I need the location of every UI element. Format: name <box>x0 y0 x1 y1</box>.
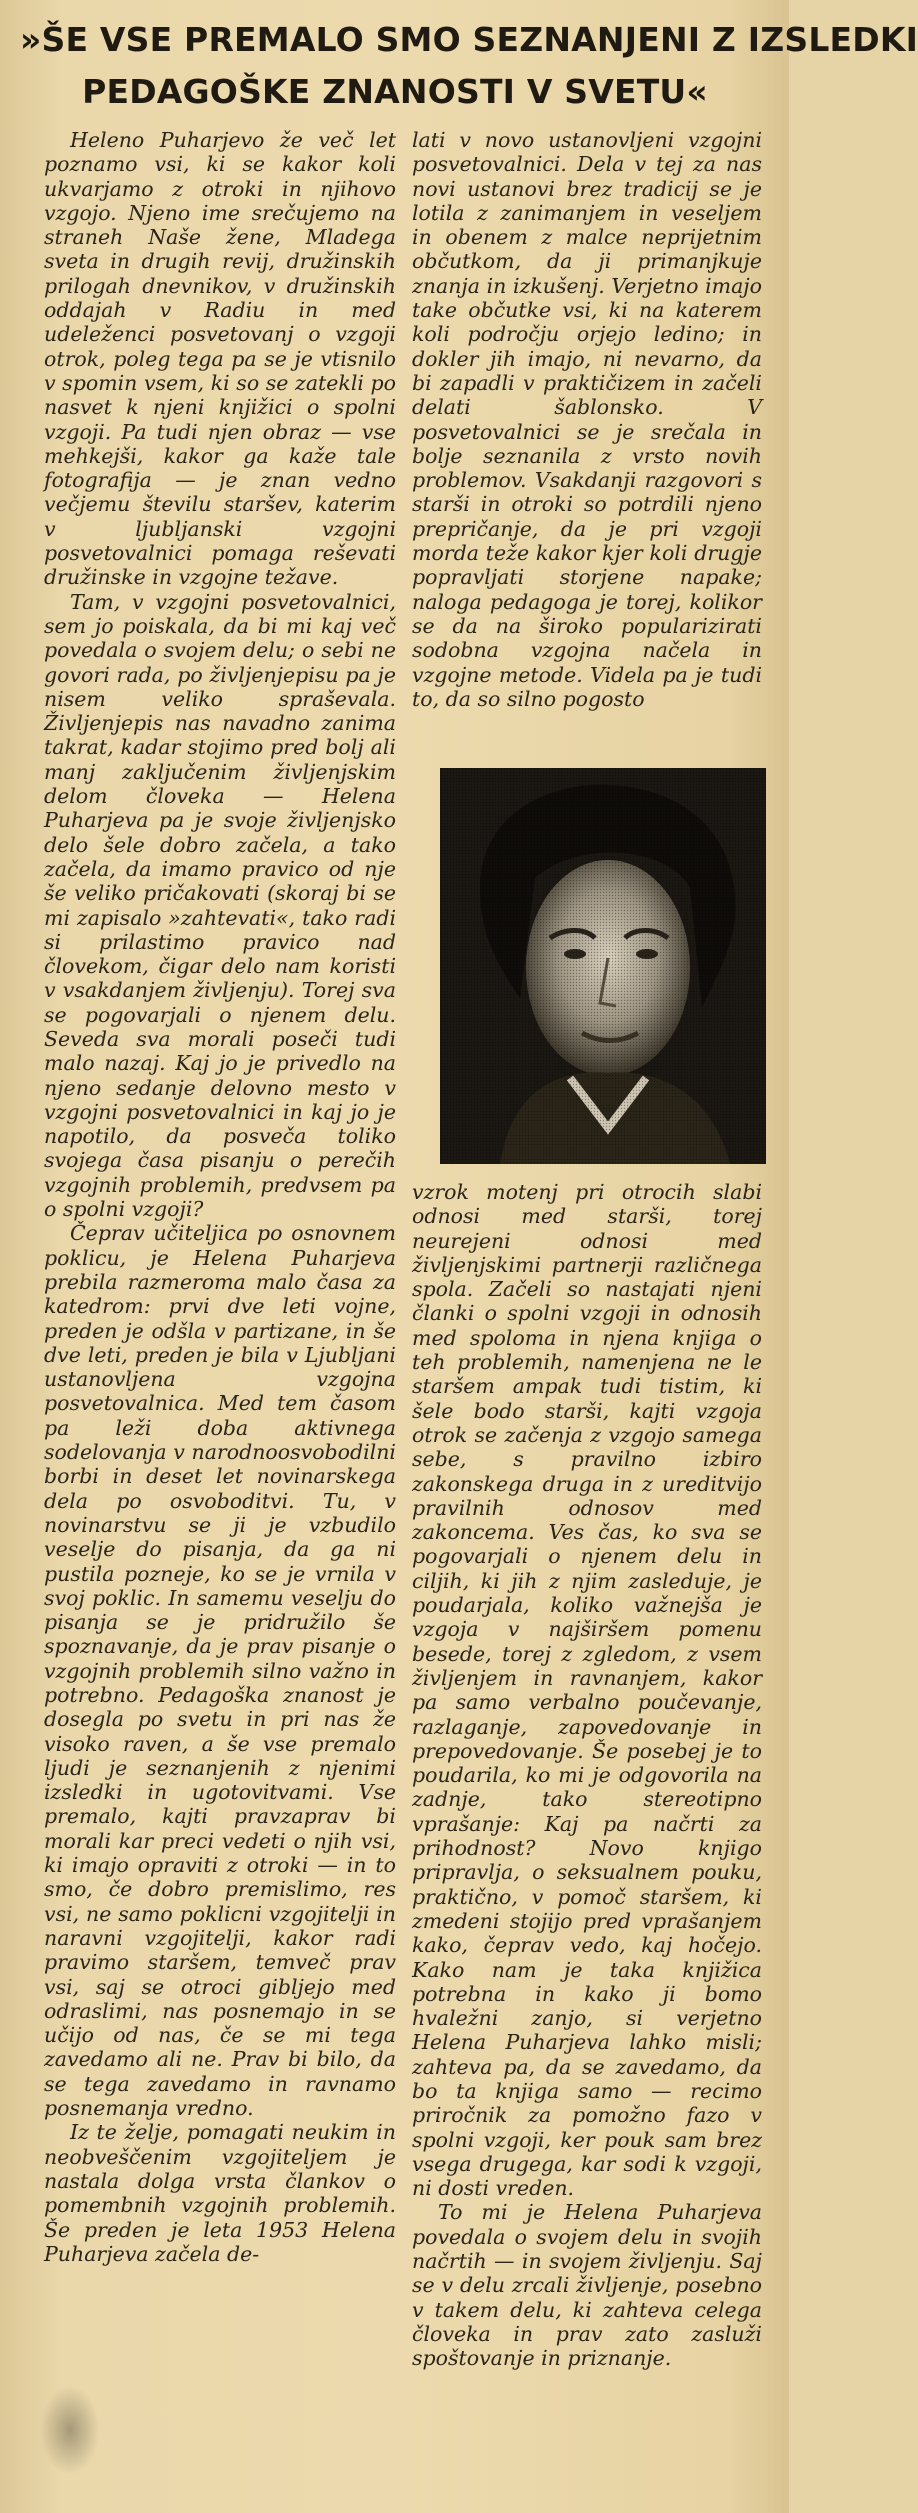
paragraph: vzrok motenj pri otrocih slabi odnosi med starši, torej neurejeni odnosi med življenjskimi partnerji različnega spola. Začeli so nastajati njeni članki o spolni vzgoji in odnosih med spoloma in njena knjiga o teh problemih, namenjena ne le staršem ampak tudi tistim, ki šele bodo starši, kajti vzgoja otrok se začenja z vzgojo samega sebe, s pravilno izbiro zakonskega druga in z ureditvijo pravilnih odnosov med zakoncema. Ves čas, ko sva se pogovarjali o njenem delu in ciljih, ki jih z njim zasleduje, je poudarjala, koliko važnejša je vzgoja v najširšem pomenu besede, torej z zgledom, z vsem življenjem in ravnanjem, kakor pa samo verbalno poučevanje, razlaganje, zapovedovanje in prepovedovanje. Še posebej je to poudarila, ko mi je odgovorila na zadnje, tako stereotipno vprašanje: Kaj pa načrti za prihodnost? Novo knjigo pripravlja, o seksualnem pouku, praktično, v pomoč staršem, ki zmedeni stojijo pred vprašanjem kako, čeprav vedo, kaj hočejo. Kako nam je taka knjižica potrebna in kako ji bomo hvaležni zanjo, si verjetno Helena Puharjeva lahko misli; zahteva pa, da se zavedamo, da bo ta knjiga samo — recimo priročnik za pomožno fazo v spolni vzgoji, ker pouk sam brez vsega drugega, kar sodi k vzgoji, ni dosti vreden. <box>412 1180 762 2201</box>
ink-smudge <box>40 2385 100 2475</box>
paragraph: Čeprav učiteljica po osnovnem poklicu, je Helena Puharjeva prebila razmeroma malo časa za katedrom: prvi dve leti vojne, preden je odšla v partizane, in še dve leti, preden je bila v Ljubljani ustanovljena vzgojna posvetovalnica. Med tem časom pa leži doba aktivnega sodelovanja v narodnoosvobodilni borbi in deset let novinarskega dela po osvoboditvi. Tu, v novinarstvu se ji je vzbudilo veselje do pisanja, da ga ni pustila pozneje, ko se je vrnila v svoj poklic. In samemu veselju do pisanja se je pridružilo še spoznavanje, da je prav pisanje o vzgojnih problemih silno važno in potrebno. Pedagoška znanost je dosegla po svetu in pri nas že visoko raven, a še vse premalo ljudi je seznanjenih z njenimi izsledki in ugotovitvami. Vse premalo, kajti pravzaprav bi morali kar preci vedeti o njih vsi, ki imajo opraviti z otroki — in to smo, če dobro premislimo, res vsi, ne samo poklicni vzgojitelji in naravni vzgojitelji, kakor radi pravimo staršem, temveč prav vsi, saj se otroci gibljejo med odraslimi, nas posnemajo in se učijo od nas, če se mi tega zavedamo ali ne. Prav bi bilo, da se tega zavedamo in ravnamo posnemanja vredno. <box>44 1221 396 2121</box>
paragraph: Tam, v vzgojni posvetovalnici, sem jo poiskala, da bi mi kaj več povedala o svojem delu; o sebi ne govori rada, po življenjepisu pa je nisem veliko spraševala. Življenjepis nas navadno zanima takrat, kadar stojimo pred bolj ali manj zaključenim življenjskim delom človeka — Helena Puharjeva pa je svoje življenjsko delo šele dobro začela, a tako začela, da imamo pravico od nje še veliko pričakovati (skoraj bi se mi zapisalo »zahtevati«, tako radi si prilastimo pravico nad človekom, čigar delo nam koristi v vsakdanjem življenju). Torej sva se pogovarjali o njenem delu. Seveda sva morali poseči tudi malo nazaj. Kaj jo je privedlo na njeno sedanje delovno mesto v vzgojni posvetovalnici in kaj jo je napotilo, da posveča toliko svojega časa pisanju o perečih vzgojnih problemih, predvsem pa o spolni vzgoji? <box>44 589 396 1222</box>
paragraph: To mi je Helena Puharjeva povedala o svojem delu in svojih načrtih — in svojem življenju. Saj se v delu zrcali življenje, posebno v takem delu, ki zahteva celega človeka in prav zato zasluži spoštovanje in priznanje. <box>412 2200 762 2371</box>
portrait-image <box>440 768 766 1164</box>
left-column <box>44 128 396 2266</box>
paragraph: lati v novo ustanovljeni vzgojni posvetovalnici. Dela v tej za nas novi ustanovi brez tradicij se je lotila z zanimanjem in veseljem in obenem z malce neprijetnim občutkom, da ji primanjkuje znanja in izkušenj. Verjetno imajo take občutke vsi, ki na katerem koli področju orjejo ledino; in dokler jih imajo, ni nevarno, da bi zapadli v praktičizem in začeli delati šablonsko. V posvetovalnici se je srečala in bolje seznanila z vrsto novih problemov. Vsakdanji razgovori s starši in otroki so potrdili njeno prepričanje, da je pri vzgoji morda teže kakor kjer koli drugje popravljati storjene napake; naloga pedagoga je torej, kolikor se da na široko popularizirati sodobna vzgojna načela in vzgojne metode. Videla pa je tudi to, da so silno pogosto <box>412 128 762 711</box>
right-column-top <box>412 128 762 711</box>
paragraph: Iz te želje, pomagati neukim in neobveščenim vzgojiteljem je nastala dolga vrsta člankov o pomembnih vzgojnih problemih. Še preden je leta 1953 Helena Puharjeva začela de- <box>44 2120 396 2266</box>
paragraph: Heleno Puharjevo že več let poznamo vsi, ki se kakor koli ukvarjamo z otroki in njihovo vzgojo. Njeno ime srečujemo na straneh Naše žene, Mladega sveta in drugih revij, družinskih prilogah dnevnikov, v družinskih oddajah v Radiu in med udeleženci posvetovanj o vzgoji otrok, poleg tega pa se je vtisnilo v spomin vsem, ki so se zatekli po nasvet k njeni knjižici o spolni vzgoji. Pa tudi njen obraz — vse mehkejši, kakor ga kaže tale fotografija — je znan vedno večjemu številu staršev, katerim v ljubljanski vzgojni posvetovalnici pomaga reševati družinske in vzgojne težave. <box>44 128 396 590</box>
headline-line-2: PEDAGOŠKE ZNANOSTI V SVETU« <box>82 72 708 111</box>
right-column-bottom <box>412 1180 762 2371</box>
portrait-photo <box>440 768 766 1164</box>
headline-line-1: »ŠE VSE PREMALO SMO SEZNANJENI Z IZSLEDKI <box>20 20 918 59</box>
headline <box>20 14 918 118</box>
